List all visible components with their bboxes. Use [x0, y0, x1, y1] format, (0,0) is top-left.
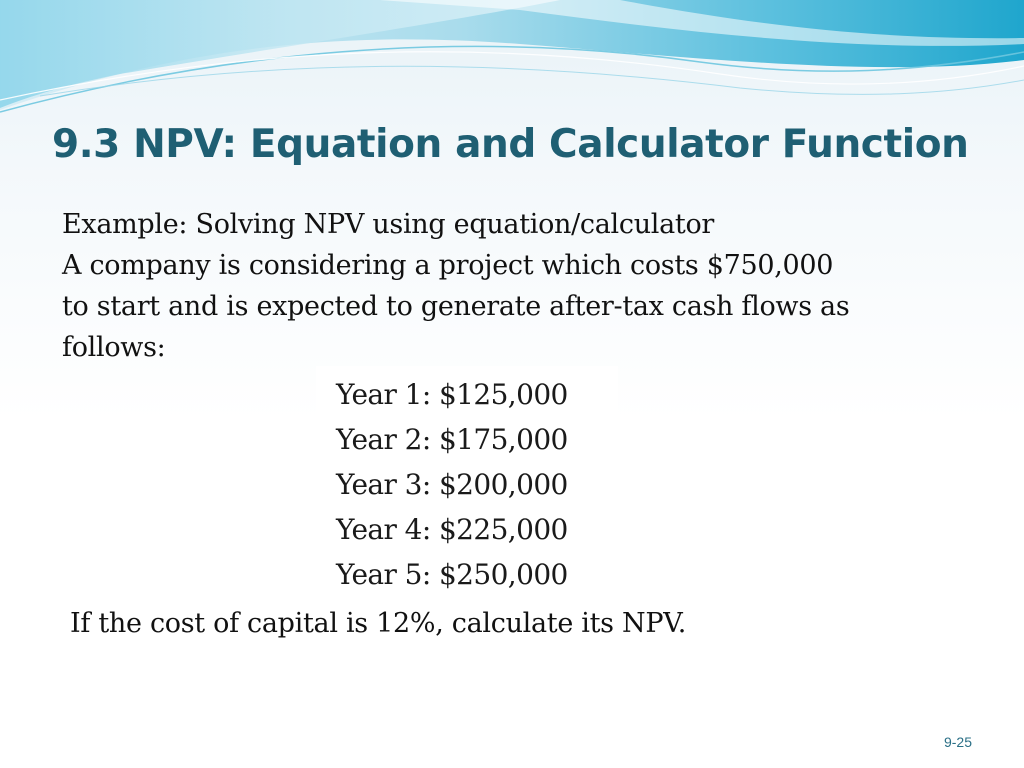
cash-flow-year-4: Year 4: $225,000 [336, 513, 568, 546]
example-line-1: Example: Solving NPV using equation/calculator [62, 209, 715, 240]
slide-number: 9-25 [943, 734, 972, 750]
header-wave-decoration [0, 0, 1024, 130]
cash-flow-list [336, 372, 568, 597]
npv-question: If the cost of capital is 12%, calculate its NPV. [70, 608, 686, 639]
example-line-4: follows: [62, 332, 166, 363]
cash-flow-year-2: Year 2: $175,000 [336, 423, 568, 456]
cash-flow-year-5: Year 5: $250,000 [336, 558, 568, 591]
cash-flow-table [316, 366, 618, 598]
example-line-3: to start and is expected to generate after-tax cash flows as [62, 291, 850, 322]
cash-flow-year-3: Year 3: $200,000 [336, 468, 568, 501]
example-description [62, 204, 942, 368]
cash-flow-year-1: Year 1: $125,000 [336, 378, 568, 411]
example-line-2: A company is considering a project which costs $750,000 [62, 250, 834, 281]
slide-title: 9.3 NPV: Equation and Calculator Function [52, 122, 969, 167]
